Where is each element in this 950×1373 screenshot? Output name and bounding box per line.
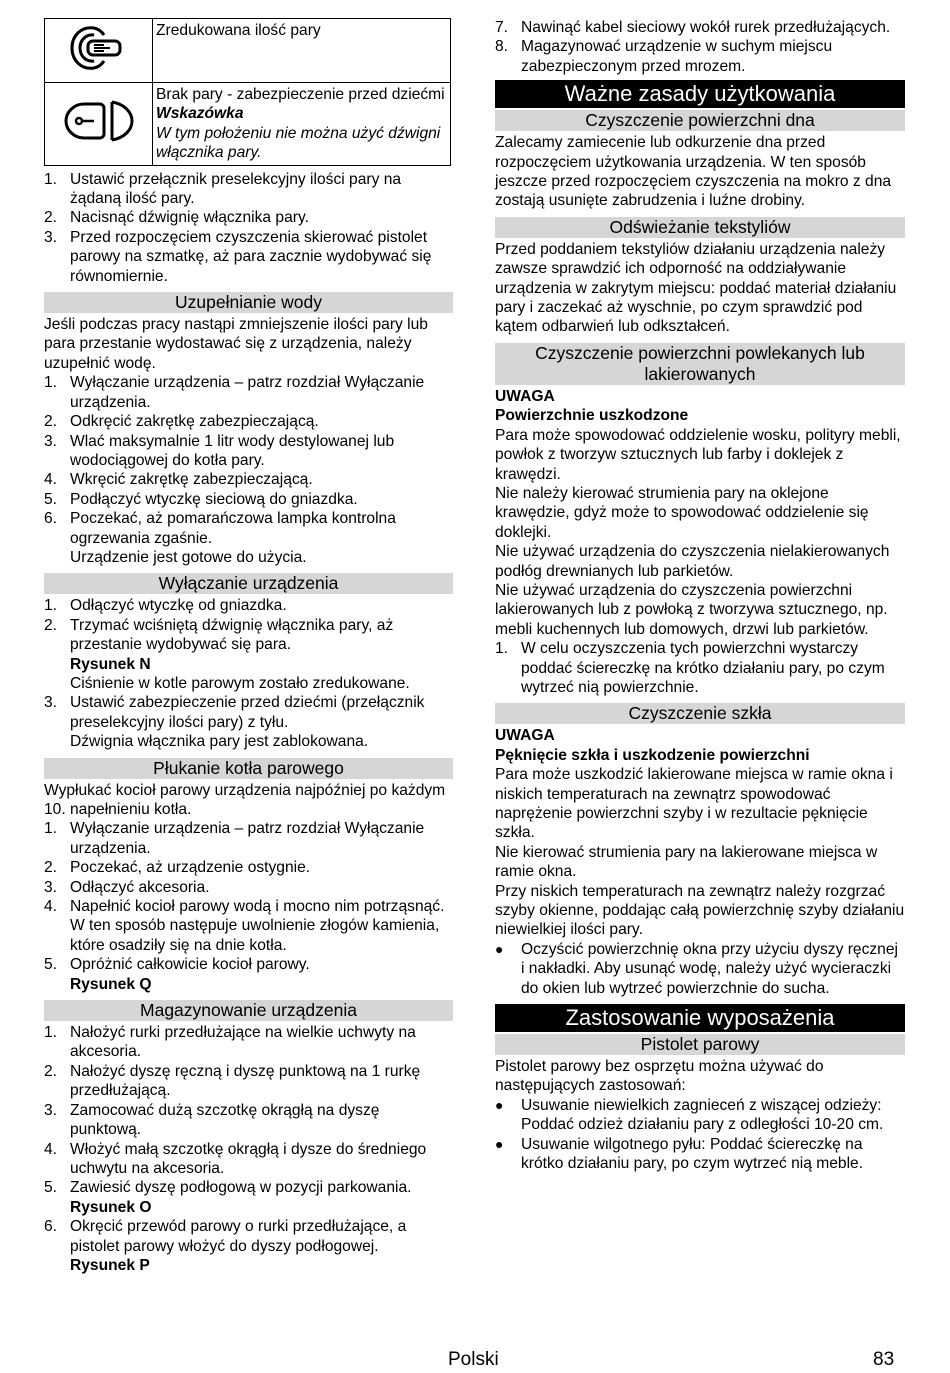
refill-intro: Jeśli podczas pracy nastąpi zmniejszenie ilości pary lub para przestanie wydostawać się z urządzenia, należy uzupełnić wodę. [44,316,428,372]
list-text: Podłączyć wtyczkę sieciową do gniazdka. [70,490,358,508]
list-item [44,693,453,751]
list-number: 3. [44,878,58,896]
bullet-icon: ● [495,1135,504,1152]
list-item [44,208,453,227]
list-item [44,432,453,471]
warning-title: Pęknięcie szkła i uszkodzenie powierzchni [495,746,810,764]
page-number: 83 [873,1349,895,1370]
list-item [44,858,453,877]
table-row [45,19,451,83]
child-lock-label: Brak pary - zabezpieczenie przed dziećmi [156,86,445,103]
list-item [44,1023,453,1062]
list-item [44,819,453,858]
list-number: 6. [44,1218,58,1236]
note-text: W tym położeniu nie można użyć dźwigni włącznika pary. [156,124,441,162]
list-item [44,170,453,209]
section-heading-coated: Czyszczenie powierzchni powlekanych lub lakierowanych [495,343,905,385]
list-text: Napełnić kocioł parowy wodą i mocno nim potrząsnąć. W ten sposób następuje uwolnienie złogów kamienia, które osadziły się na dnie kotła. [70,898,445,954]
list-item [44,373,453,412]
coated-paragraph: Nie używać urządzenia do czyszczenia powierzchni lakierowanych lub z powłoką z tworzywa sztucznego, np. mebli kuchennych lub domowych, drzwi lub parkietów. [495,581,888,638]
footer-language: Polski [448,1349,499,1370]
steam-setting-table [44,18,451,166]
step-result: Ciśnienie w kotle parowym zostało zredukowane. [70,674,410,692]
list-number: 5. [44,490,58,508]
section-heading-refill: Uzupełnianie wody [44,292,453,313]
list-text: Zamocować dużą szczotkę okrągłą na dyszę punktową. [70,1101,380,1139]
list-item [495,1135,905,1174]
figure-ref: Rysunek O [70,1198,152,1216]
glass-paragraph: Przy niskich temperaturach na zewnątrz należy rozgrzać szyby okienne, poddając całą powierzchnię szyby działaniu niewielkiej ilości pary. [495,882,905,939]
warning-label: UWAGA [495,387,555,405]
list-item [44,509,453,548]
section-heading-gun: Pistolet parowy [495,1034,905,1055]
section-heading-floor: Czyszczenie powierzchni dna [495,110,905,131]
list-text: Odłączyć wtyczkę od gniazdka. [70,597,287,615]
table-text-cell [153,19,451,83]
glass-paragraph: Nie kierować strumienia pary na lakierowane miejsca w ramie okna. [495,843,878,881]
table-icon-cell [45,83,153,166]
steam-reduced-label: Zredukowana ilość pary [156,22,321,39]
list-text: Poczekać, aż urządzenie ostygnie. [70,859,311,877]
step-text: Ustawić zabezpieczenie przed dziećmi (przełącznik preselekcyjny ilości pary) z tyłu. [70,694,425,731]
refill-steps [44,373,453,548]
list-text [70,1217,453,1275]
list-text: Ustawić przełącznik preselekcyjny ilości pary na żądaną ilość pary. [70,170,402,208]
list-text: Wyłączanie urządzenia – patrz rozdział Wyłączanie urządzenia. [70,820,425,857]
glass-bullets [495,940,905,998]
figure-ref: Rysunek N [70,655,151,673]
list-number: 1. [44,374,58,392]
list-item [44,470,453,489]
list-number: 2. [44,413,58,431]
list-number: 2. [44,616,58,634]
list-item [495,1096,905,1135]
rinse-steps [44,819,453,974]
list-number: 3. [44,432,58,450]
step-text: Trzymać wciśniętą dźwignię włącznika pary, aż przestanie wydobywać się para. [70,616,394,654]
list-item [44,897,453,955]
list-number: 4. [44,471,58,489]
list-text: Nałożyć dyszę ręczną i dyszę punktową na 1 rurkę przedłużającą. [70,1062,421,1100]
section-heading-storage: Magazynowanie urządzenia [44,1000,453,1021]
list-text [70,616,453,694]
list-item [44,596,453,615]
list-item [44,490,453,509]
list-number: 3. [44,1101,58,1119]
list-item [44,412,453,431]
child-lock-icon [62,133,136,150]
list-number: 7. [495,19,509,36]
table-row [45,83,451,166]
list-item [44,1101,453,1140]
section-heading-glass: Czyszczenie szkła [495,703,905,724]
step-text: Okręcić przewód parowy o rurki przedłużające, a pistolet parowy włożyć do dyszy podłogowej. [70,1218,407,1255]
table-text-cell [153,83,451,166]
floor-text: Zalecamy zamiecenie lub odkurzenie dna przed rozpoczęciem użytkowania urządzenia. W ten sposób jeszcze przed rozpoczęciem czyszczenia na mokro z dna zostają usunięte zabrudzenia i luźne drobiny. [495,134,892,210]
coated-paragraph: Nie używać urządzenia do czyszczenia nielakierowanych podłóg drewnianych lub parkietów. [495,543,890,580]
list-number: 4. [44,1140,58,1158]
section-heading-textiles: Odświeżanie tekstyliów [495,217,905,238]
list-number: 1. [44,1024,58,1042]
list-number: 2. [44,859,58,877]
list-item [44,1140,453,1179]
list-number: 3. [44,694,58,712]
gun-intro: Pistolet parowy bez osprzętu można używać do następujących zastosowań: [495,1058,824,1095]
list-text: Opróżnić całkowicie kocioł parowy. [70,956,310,974]
bullet-icon: ● [495,940,504,957]
coated-paragraph: Nie należy kierować strumienia pary na oklejone krawędzie, gdyż może to spowodować oddzielenie się doklejki. [495,484,869,541]
list-item [495,37,905,76]
list-text: Nawinąć kabel sieciowy wokół rurek przedłużających. [521,19,891,36]
refill-result: Urządzenie jest gotowe do użycia. [70,548,307,566]
list-text: Wyłączanie urządzenia – patrz rozdział Wyłączanie urządzenia. [70,374,425,411]
list-text: Oczyścić powierzchnię okna przy użyciu dyszy ręcznej i nakładki. Aby usunąć wodę, należy użyć wycieraczki do okien lub wytrzeć powierzchnie do sucha. [521,940,898,997]
rinse-intro: Wypłukać kocioł parowy urządzenia najpóźniej po każdym 10. napełnieniu kotła. [44,781,446,818]
list-item [495,940,905,998]
figure-ref: Rysunek P [70,1256,150,1274]
list-number: 3. [44,228,58,246]
list-item [44,1217,453,1275]
list-number: 1. [44,170,58,188]
warning-title: Powierzchnie uszkodzone [495,407,689,425]
bullet-icon: ● [495,1096,504,1113]
list-text: Przed rozpoczęciem czyszczenia skierować pistolet parowy na szmatkę, aż para zacznie wydobywać się równomiernie. [70,228,432,285]
list-item [44,1062,453,1101]
list-number: 1. [495,640,509,658]
list-text: Włożyć małą szczotkę okrągłą i dysze do średniego uchwytu na akcesoria. [70,1140,427,1177]
list-text: Poczekać, aż pomarańczowa lampka kontrolna ogrzewania zgaśnie. [70,510,396,547]
list-text: W celu oczyszczenia tych powierzchni wystarczy poddać ściereczkę na krótko działaniu pary, po czym wytrzeć nią powierzchnie. [521,640,885,696]
list-text: Nałożyć rurki przedłużające na wielkie uchwyty na akcesoria. [70,1024,416,1061]
step-result: Dźwignia włącznika pary jest zablokowana. [70,733,369,751]
list-number: 4. [44,898,58,916]
storage-steps [44,1023,453,1275]
list-text: Odłączyć akcesoria. [70,878,210,896]
list-number: 6. [44,510,58,528]
glass-paragraph: Para może uszkodzić lakierowane miejsca w ramie okna i niskich temperaturach na zewnątrz spowodować naprężenie powierzchni szyby i w rezultacie pęknięcie szkła. [495,766,893,842]
storage-steps-continued [495,18,905,76]
list-text: Magazynować urządzenie w suchym miejscu zabezpieczonym przed mrozem. [521,38,833,75]
right-column [495,18,905,1174]
table-icon-cell [45,19,153,83]
list-number: 5. [44,1179,58,1197]
gun-bullets [495,1096,905,1174]
list-item [495,639,905,697]
list-number: 2. [44,209,58,227]
coated-steps [495,639,905,697]
intro-steps [44,170,453,286]
list-number: 1. [44,597,58,615]
textiles-text: Przed poddaniem tekstyliów działaniu urządzenia należy zawsze sprawdzić ich odporność na oddziaływanie urządzenia w zakrytym miejscu: poddać materiał działaniu pary i zaczekać aż wyschnie, po czym sprawdzić pod kątem odbarwień lub odkształceń. [495,240,897,336]
steam-reduced-icon [64,63,134,80]
figure-ref: Rysunek Q [70,975,152,993]
list-number: 1. [44,820,58,838]
section-heading-shutdown: Wyłączanie urządzenia [44,573,453,594]
list-text: Nacisnąć dźwignię włącznika pary. [70,209,309,227]
list-number: 8. [495,38,509,56]
warning-label: UWAGA [495,727,555,745]
list-item [44,616,453,694]
list-number: 5. [44,956,58,974]
list-text: Usuwanie niewielkich zagnieceń z wiszącej odzieży: Poddać odzież działaniu pary z odległości 10-20 cm. [521,1096,884,1134]
list-item [44,878,453,897]
list-item [44,228,453,286]
chapter-heading-accessories: Zastosowanie wyposażenia [495,1004,905,1032]
list-number: 2. [44,1062,58,1080]
list-item [495,18,905,37]
list-text: Wlać maksymalnie 1 litr wody destylowanej lub wodociągowej do kotła pary. [70,432,395,469]
list-item [44,1178,453,1217]
chapter-heading-rules: Ważne zasady użytkowania [495,80,905,108]
list-text [70,1178,453,1217]
step-text: Zawiesić dyszę podłogową w pozycji parkowania. [70,1179,412,1197]
section-heading-rinse: Płukanie kotła parowego [44,758,453,779]
note-title: Wskazówka [156,105,244,123]
list-text: Usuwanie wilgotnego pyłu: Poddać ściereczkę na krótko działaniu pary, po czym wytrzeć nią meble. [521,1135,864,1173]
list-item [44,955,453,974]
coated-paragraph: Para może spowodować oddzielenie wosku, polityry mebli, powłok z tworzyw sztucznych lub farby i doklejek z krawędzi. [495,426,901,483]
list-text: Odkręcić zakrętkę zabezpieczającą. [70,413,319,431]
shutdown-steps [44,596,453,751]
left-column [44,18,453,1275]
list-text: Wkręcić zakrętkę zabezpieczającą. [70,471,313,489]
list-text [70,693,453,751]
